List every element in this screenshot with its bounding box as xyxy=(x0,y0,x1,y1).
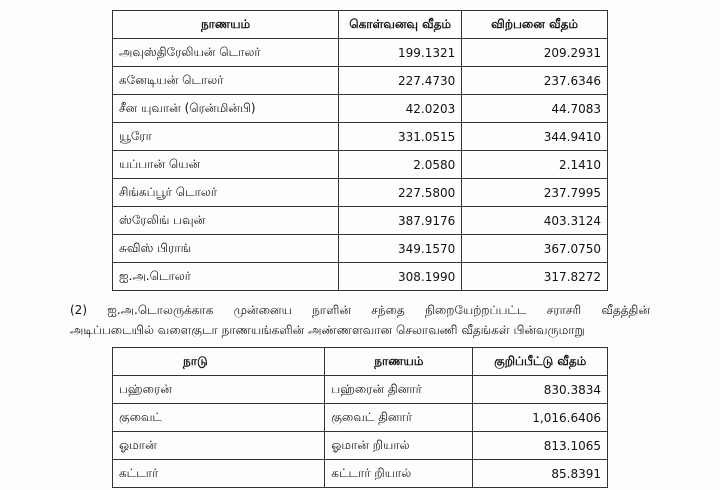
selling-rate: 2.1410 xyxy=(462,151,608,179)
selling-rate: 317.8272 xyxy=(462,263,608,291)
table-header-row xyxy=(113,348,608,376)
paragraph-word: சந்தை xyxy=(371,303,405,317)
buying-rate: 2.0580 xyxy=(339,151,462,179)
header-reference-rate: குறிப்பீட்டு வீதம் xyxy=(473,348,608,376)
table-row xyxy=(113,67,608,95)
currency-name: குவைட் தினார் xyxy=(325,404,473,432)
reference-rate: 830.3834 xyxy=(473,376,608,404)
currency-name: கட்டார் றியால் xyxy=(325,460,473,488)
table-row xyxy=(113,95,608,123)
table-row xyxy=(113,432,608,460)
buying-rate: 227.4730 xyxy=(339,67,462,95)
paragraph-word: நாளின் xyxy=(312,303,351,317)
selling-rate: 237.7995 xyxy=(462,179,608,207)
buying-rate: 199.1321 xyxy=(339,39,462,67)
header-buying-rate: கொள்வனவு வீதம் xyxy=(339,11,462,39)
country-name: பஹ்ரைன் xyxy=(113,376,325,404)
selling-rate: 209.2931 xyxy=(462,39,608,67)
header-currency: நாணயம் xyxy=(113,11,339,39)
table-row xyxy=(113,151,608,179)
gulf-rates-paragraph xyxy=(70,300,650,340)
currency-name: சுவிஸ் பிராங் xyxy=(113,235,339,263)
gulf-currency-table xyxy=(112,347,608,488)
currency-name: ஓமான் றியால் xyxy=(325,432,473,460)
currency-name: கனேடியன் டொலர் xyxy=(113,67,339,95)
table-row xyxy=(113,404,608,432)
currency-name: சீன யுவான் (ரென்மின்பி) xyxy=(113,95,339,123)
paragraph-word: நிறையேற்றப்பட்ட xyxy=(424,303,527,317)
currency-name: ஐ.அ.டொலர் xyxy=(113,263,339,291)
paragraph-number: (2) xyxy=(70,303,87,317)
exchange-rates-table xyxy=(112,10,608,291)
currency-name: யூரோ xyxy=(113,123,339,151)
currency-name: ஸ்ரேலிங் பவுன் xyxy=(113,207,339,235)
table-row xyxy=(113,263,608,291)
paragraph-word: முன்னைய xyxy=(233,303,292,317)
selling-rate: 403.3124 xyxy=(462,207,608,235)
paragraph-line-1 xyxy=(70,300,650,320)
header-country: நாடு xyxy=(113,348,325,376)
header-currency: நாணயம் xyxy=(325,348,473,376)
header-selling-rate: விற்பனை வீதம் xyxy=(462,11,608,39)
table-row xyxy=(113,460,608,488)
table-row xyxy=(113,179,608,207)
country-name: கட்டார் xyxy=(113,460,325,488)
buying-rate: 227.5800 xyxy=(339,179,462,207)
currency-name: அவுஸ்திரேலியன் டொலர் xyxy=(113,39,339,67)
buying-rate: 42.0203 xyxy=(339,95,462,123)
reference-rate: 1,016.6406 xyxy=(473,404,608,432)
buying-rate: 349.1570 xyxy=(339,235,462,263)
selling-rate: 367.0750 xyxy=(462,235,608,263)
paragraph-word: ஐ.அ.டொலருக்காக xyxy=(107,303,214,317)
table-row xyxy=(113,207,608,235)
currency-name: யப்பான் யென் xyxy=(113,151,339,179)
table-row xyxy=(113,123,608,151)
country-name: குவைட் xyxy=(113,404,325,432)
selling-rate: 237.6346 xyxy=(462,67,608,95)
paragraph-word: வீதத்தின் xyxy=(601,303,650,317)
paragraph-word: சராசரி xyxy=(546,303,582,317)
buying-rate: 387.9176 xyxy=(339,207,462,235)
reference-rate: 813.1065 xyxy=(473,432,608,460)
country-name: ஓமான் xyxy=(113,432,325,460)
currency-name: பஹ்ரைன் தினார் xyxy=(325,376,473,404)
selling-rate: 44.7083 xyxy=(462,95,608,123)
table-row xyxy=(113,235,608,263)
reference-rate: 85.8391 xyxy=(473,460,608,488)
table-header-row xyxy=(113,11,608,39)
table-row xyxy=(113,376,608,404)
buying-rate: 331.0515 xyxy=(339,123,462,151)
table-row xyxy=(113,39,608,67)
currency-name: சிங்கப்பூர் டொலர் xyxy=(113,179,339,207)
buying-rate: 308.1990 xyxy=(339,263,462,291)
paragraph-line-2: அடிப்படையில் வளைகுடா நாணயங்களின் அண்ணளவான செலாவணி வீதங்கள் பின்வருமாறு xyxy=(70,323,585,337)
selling-rate: 344.9410 xyxy=(462,123,608,151)
